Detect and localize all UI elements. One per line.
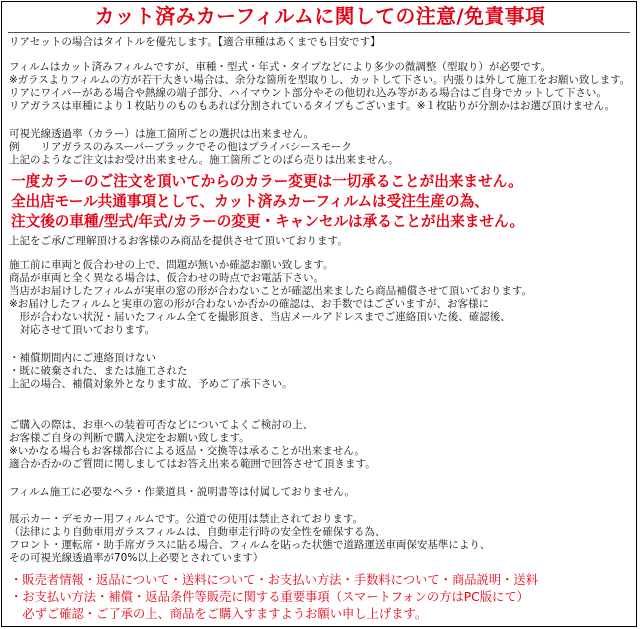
text-line: 適合か否かのご質問に関しましてはお答え出来る範囲で回答させて頂きます。 xyxy=(9,458,376,470)
text-line: リアガラスは車種により１枚貼りのものもあれば分割されているタイプもございます。※１枚貼りが分割かはお選び頂けません。 xyxy=(9,100,616,112)
text-line: お客様ご自身の判断で購入決定をお願い致します。 xyxy=(9,432,250,444)
text-line: リアセットの場合はタイトルを優先します。【適合車種はあくまでも目安です】 xyxy=(9,36,381,48)
text-line: 対応させて頂いております。 xyxy=(9,324,156,336)
text-line: フロント・運転席・助手席ガラスに貼る場合、フィルムを貼った状態で道路運送車両保安基準により、 xyxy=(9,539,491,551)
text-line: ・既に破棄された、または施工された xyxy=(9,365,188,377)
text-line: 上記をご承/ご理解頂けるお客様のみ商品を提供させて頂いております。 xyxy=(9,235,348,247)
text-line: （法律により自動車用ガラスフィルムは、自動車走行時の安全性を確保する為、 xyxy=(9,526,386,538)
text-line: フィルムはカット済みフィルムですが、車種・型式・年式・タイプなどにより多少の微調整（型取り）が必要です。 xyxy=(9,61,552,73)
text-line: ご購入の際は、お車への装着可否などについてよくご検討の上、 xyxy=(9,419,314,431)
warning-line: 一度カラーのご注文を頂いてからのカラー変更は一切承ることが出来ません。 xyxy=(11,173,523,190)
text-line: 可視光線透過率（カラー）は施工箇所ごとの選択は出来ません。 xyxy=(9,128,315,140)
text-line: 形が合わない状況・届いたフィルム全てを撮影頂き、当店メールアドレスまでご連絡頂いた後、確認後、 xyxy=(9,311,511,323)
text-line: 当店がお届けしたフィルムが実車の窓の形が合わないことが確認出来ましたら商品補償させて頂いております。 xyxy=(9,285,532,297)
text-line: 上記の場合、補償対象外となります故、予めご了承下さい。 xyxy=(9,378,293,390)
text-line: 展示カー・デモカー用フィルムです。公道での使用は禁止されております。 xyxy=(9,513,364,525)
page-title: カット済みカーフィルムに関しての注意/免責事項 xyxy=(94,5,546,28)
footer-line: ・販売者情報・返品について・送料について・お支払い方法・手数料について・商品説明・送料 xyxy=(10,573,539,587)
text-line: ・補償期間内にご連絡頂けない xyxy=(9,352,156,364)
warning-line: 全出店モール共通事項として、カット済みカーフィルムは受注生産の為、 xyxy=(11,193,489,210)
text-line: ※いかなる場合もお客様都合による返品・交換等は承ることが出来ません。 xyxy=(9,445,365,457)
text-line: 上記のようなご注文はお受け出来ません。施工箇所ごとのばら売りは出来ません。 xyxy=(9,154,399,166)
text-line: 施工前に車両と仮合わせの上で、問題が無いか確認お願い致します。 xyxy=(9,259,334,271)
text-line: リアにワイパーがある場合や熱線の端子部分、ハイマウント部分やその他切れ込み等がある場合はご自身でカットして下さい。 xyxy=(9,87,607,99)
footer-line: 必ずご確認・ご了承の上、商品をご購入すますようお願い申し上げます。 xyxy=(10,607,428,621)
footer-line: ・お支払い方法・補償・返品条件等販売に関する重要事項（スマートフォンの方はPC版にて） xyxy=(10,590,529,604)
title-divider xyxy=(8,32,630,33)
notice-panel xyxy=(1,1,637,627)
text-line: フィルム施工に必要なヘラ・作業道具・説明書等は付属しておりません。 xyxy=(9,486,355,498)
text-line: ※ガラスよりフィルムの方が若干大きい場合は、余分な箇所を型取りし、カットして下さい。内張りは外して施工をお願い致します。 xyxy=(9,74,631,86)
text-line: その可視光線透過率が70%以上必要とされています） xyxy=(9,552,264,564)
warning-line: 注文後の車種/型式/年式/カラーの変更・キャンセルは承ることが出来ません。 xyxy=(11,213,525,230)
text-line: 例 リアガラスのみスーパーブラックでその他はプライバシースモーク xyxy=(9,141,352,153)
text-line: 商品が車両と全く異なる場合は、仮合わせの時点でお電話下さい。 xyxy=(9,272,324,284)
text-line: ※お届けしたフィルムと実車の窓の形が合わないか否かの確認は、お手数ではございますが、お客様に xyxy=(9,298,490,310)
